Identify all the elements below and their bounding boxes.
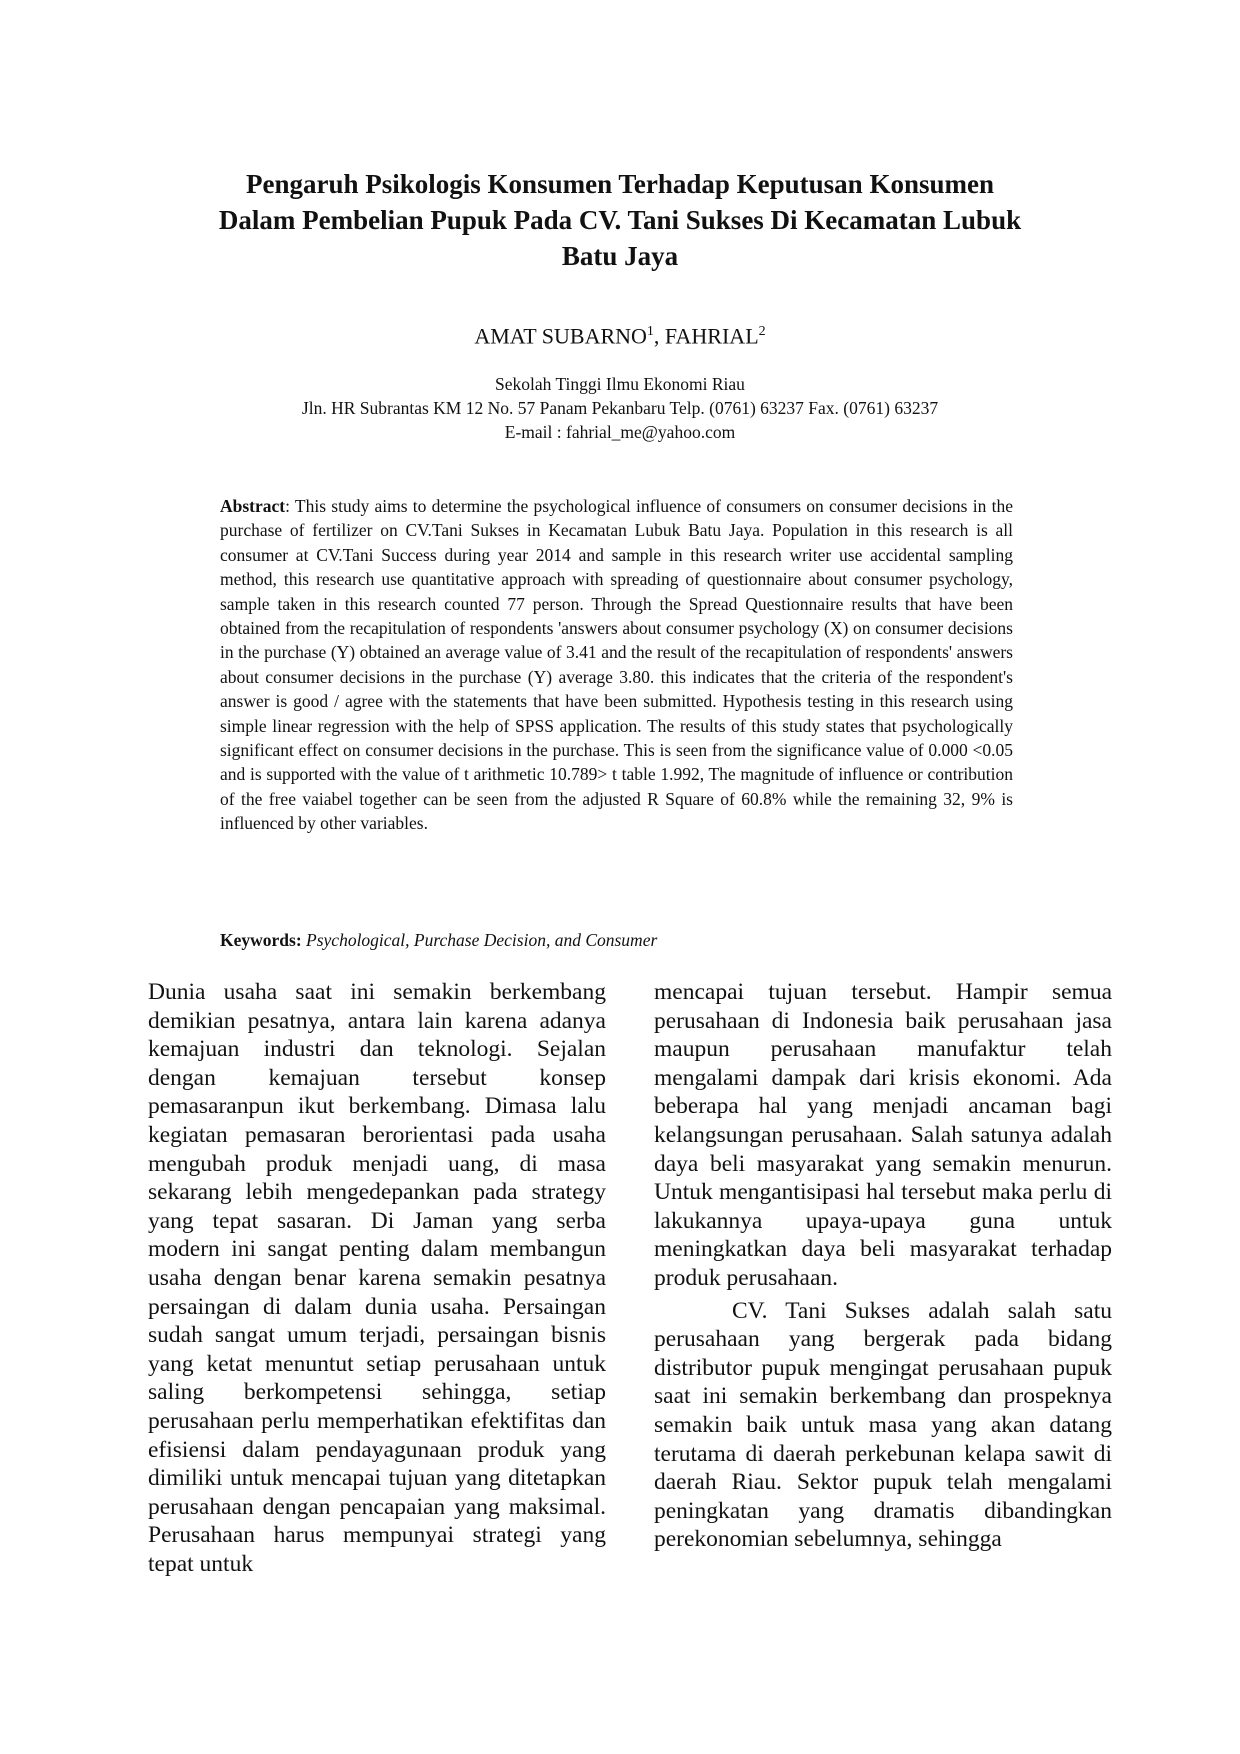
body-paragraph: mencapai tujuan tersebut. Hampir semua perusahaan di Indonesia baik perusahaan jasa maupun perusahaan manufaktur telah mengalami dampak dari krisis ekonomi. Ada beberapa hal yang menjadi ancaman bagi kelangsungan perusahaan. Salah satunya adalah daya beli masyarakat yang semakin menurun. Untuk mengantisipasi hal tersebut maka perlu di lakukannya upaya-upaya guna untuk meningkatkan daya beli masyarakat terhadap produk perusahaan.: [654, 979, 1112, 1291]
author-list: [0, 318, 1240, 350]
body-column-left: [148, 978, 606, 1578]
affiliation-block: [0, 372, 1240, 444]
institution-name: Sekolah Tinggi Ilmu Ekonomi Riau: [495, 374, 745, 394]
keywords-text: Psychological, Purchase Decision, and Consumer: [306, 930, 658, 950]
paper-title: [130, 166, 1110, 274]
body-paragraph: Dunia usaha saat ini semakin berkembang demikian pesatnya, antara lain karena adanya kemajuan industri dan teknologi. Sejalan dengan kemajuan tersebut konsep pemasaranpun ikut berkembang. Dimasa lalu kegiatan pemasaran berorientasi pada usaha mengubah produk menjadi uang, di masa sekarang lebih mengedepankan pada strategy yang tepat sasaran. Di Jaman yang serba modern ini sangat penting dalam membangun usaha dengan benar karena semakin pesatnya persaingan di dalam dunia usaha. Persaingan sudah sangat umum terjadi, persaingan bisnis yang ketat menuntut setiap perusahaan untuk saling berkompetensi sehingga, setiap perusahaan perlu memperhatikan efektifitas dan efisiensi dalam pendayagunaan produk yang dimiliki untuk mencapai tujuan yang ditetapkan perusahaan dengan pencapaian yang maksimal. Perusahaan harus mempunyai strategi yang tepat untuk: [148, 979, 606, 1577]
body-column-right: [654, 978, 1112, 1554]
body-paragraph: CV. Tani Sukses adalah salah satu perusahaan yang bergerak pada bidang distributor pupuk mengingat perusahaan pupuk saat ini semakin berkembang dan prospeknya semakin baik untuk masa yang akan datang terutama di daerah perkebunan kelapa sawit di daerah Riau. Sektor pupuk telah mengalami peningkatan yang dramatis dibandingkan perekonomian sebelumnya, sehingga: [654, 1297, 1112, 1553]
abstract-label: Abstract: [220, 496, 286, 516]
author-affiliation-marker: 2: [758, 324, 766, 339]
abstract: [220, 494, 1013, 836]
title-line-3: Batu Jaya: [561, 241, 679, 271]
contact-email: E-mail : fahrial_me@yahoo.com: [504, 422, 736, 442]
author-affiliation-marker: 1: [646, 324, 654, 339]
author-name: AMAT SUBARNO: [474, 323, 647, 349]
author-name: FAHRIAL: [664, 323, 759, 349]
keywords: [220, 928, 1013, 952]
abstract-text: : This study aims to determine the psychological influence of consumers on consumer decisions in the purchase of fertilizer on CV.Tani Sukses in Kecamatan Lubuk Batu Jaya. Population in this research is all consumer at CV.Tani Success during year 2014 and sample in this research writer use accidental sampling method, this research use quantitative approach with spreading of questionnaire about consumer psychology, sample taken in this research counted 77 person. Through the Spread Questionnaire results that have been obtained from the recapitulation of respondents 'answers about consumer psychology (X) on consumer decisions in the purchase (Y) obtained an average value of 3.41 and the result of the recapitulation of respondents' answers about consumer decisions in the purchase (Y) average 3.80. this indicates that the criteria of the respondent's answer is good / agree with the statements that have been submitted. Hypothesis testing in this research using simple linear regression with the help of SPSS application. The results of this study states that psychologically significant effect on consumer decisions in the purchase. This is seen from the significance value of 0.000 <0.05 and is supported with the value of t arithmetic 10.789> t table 1.992, The magnitude of influence or contribution of the free vaiabel together can be seen from the adjusted R Square of 60.8% while the remaining 32, 9% is influenced by other variables.: [220, 496, 1013, 834]
author-separator: ,: [653, 323, 665, 349]
title-line-2: Dalam Pembelian Pupuk Pada CV. Tani Sukses Di Kecamatan Lubuk: [218, 205, 1022, 235]
keywords-label: Keywords:: [220, 930, 302, 950]
institution-address: Jln. HR Subrantas KM 12 No. 57 Panam Pekanbaru Telp. (0761) 63237 Fax. (0761) 63237: [301, 398, 939, 418]
title-line-1: Pengaruh Psikologis Konsumen Terhadap Keputusan Konsumen: [246, 169, 994, 199]
